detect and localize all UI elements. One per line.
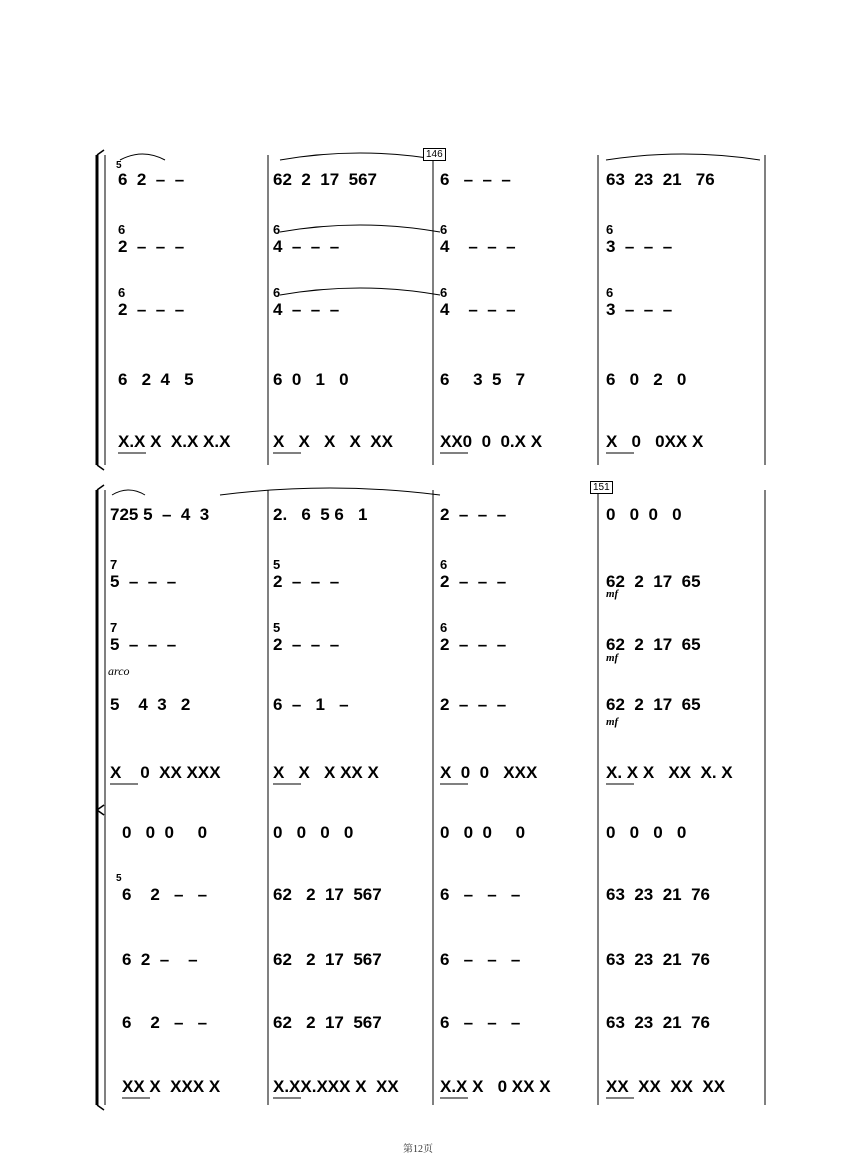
measure-notes: 0 0 0 0 — [606, 823, 687, 842]
measure-notes: 0 0 0 0 — [606, 505, 682, 524]
measure-notes: 5 4 3 2 — [110, 695, 191, 714]
measure-notes: 62 2 17 567 — [273, 885, 382, 904]
measure-notes: 2 – – – — [440, 695, 507, 714]
measure-notes: 5 – – – — [110, 635, 177, 654]
slur — [112, 490, 145, 495]
dynamic-mf: mf — [606, 716, 619, 728]
measure-notes: 0 0 0 0 — [122, 823, 208, 842]
measure-notes: 6 2 – – — [118, 170, 185, 189]
measure-notes: X.XX.XXX X XX — [273, 1077, 399, 1096]
fraction-mark: 5 — [116, 160, 122, 171]
upper-number: 7 — [110, 557, 118, 572]
measure-notes: 62 2 17 567 — [273, 950, 382, 969]
measure-notes: 2 – – – — [440, 635, 507, 654]
measure-notes: X. X X XX X. X — [606, 763, 733, 782]
measure-notes: X.X X X.X X.X — [118, 432, 231, 451]
upper-number: 6 — [440, 285, 448, 300]
upper-number: 5 — [273, 620, 281, 635]
upper-number: 6 — [440, 557, 448, 572]
measure-notes: 6 0 1 0 — [273, 370, 349, 389]
measure-notes: 2. 6 5 6 1 — [273, 505, 368, 524]
measure-notes: 2 – – – — [440, 572, 507, 591]
tie — [280, 288, 440, 295]
rehearsal-mark: 151 — [590, 481, 613, 494]
bracket-hook-top — [97, 485, 104, 490]
measure-notes: 6 2 4 5 — [118, 370, 194, 389]
bracket-hook-bottom — [97, 465, 104, 470]
page-number: 第12页 — [403, 1144, 433, 1155]
upper-number: 6 — [606, 285, 614, 300]
measure-notes: 3 – – – — [606, 300, 673, 319]
measure-notes: 6 3 5 7 — [440, 370, 526, 389]
measure-notes: 2 – – – — [273, 635, 340, 654]
measure-notes: X 0 0 XXX — [440, 763, 538, 782]
measure-notes: 6 2 – – — [122, 885, 208, 904]
measure-notes: 3 – – – — [606, 237, 673, 256]
measure-notes: 6 – – – — [440, 885, 521, 904]
upper-number: 6 — [440, 222, 448, 237]
measure-notes: 4 – – – — [440, 237, 516, 256]
measure-notes: 63 23 21 76 — [606, 950, 710, 969]
upper-number: 6 — [118, 222, 126, 237]
measure-notes: 2 – – – — [440, 505, 507, 524]
slur — [606, 154, 760, 160]
dynamic-mf: mf — [606, 588, 619, 600]
measure-notes: 63 23 21 76 — [606, 170, 715, 189]
upper-number: 6 — [273, 285, 281, 300]
measure-notes: 6 0 2 0 — [606, 370, 687, 389]
measure-notes: 725 5 – 4 3 — [110, 505, 210, 524]
upper-number: 6 — [118, 285, 126, 300]
measure-notes: 4 – – – — [273, 300, 340, 319]
measure-notes: 2 – – – — [118, 237, 185, 256]
measure-notes: XX X XXX X — [122, 1077, 221, 1096]
dynamic-mf: mf — [606, 652, 619, 664]
upper-number: 6 — [273, 222, 281, 237]
rehearsal-mark: 146 — [423, 148, 446, 161]
measure-notes: 63 23 21 76 — [606, 1013, 710, 1032]
measure-notes: 6 2 – – — [122, 1013, 208, 1032]
measure-notes: 62 2 17 65 — [606, 635, 701, 654]
slur — [280, 153, 440, 160]
measure-notes: 6 – 1 – — [273, 695, 349, 714]
slur — [120, 154, 165, 160]
measure-notes: 62 2 17 65 — [606, 695, 701, 714]
measure-notes: X X X XX X — [273, 763, 379, 782]
measure-notes: X X X X XX — [273, 432, 393, 451]
measure-notes: 2 – – – — [118, 300, 185, 319]
measure-notes: 6 – – – — [440, 1013, 521, 1032]
arco-marking: arco — [108, 664, 130, 678]
upper-number: 6 — [440, 620, 448, 635]
measure-notes: XX XX XX XX — [606, 1077, 726, 1096]
bracket-hook-bottom — [97, 1105, 104, 1110]
slur — [220, 488, 440, 495]
measure-notes: 62 2 17 567 — [273, 1013, 382, 1032]
measure-notes: 63 23 21 76 — [606, 885, 710, 904]
upper-number: 6 — [606, 222, 614, 237]
measure-notes: 0 0 0 0 — [440, 823, 526, 842]
measure-notes: 4 – – – — [440, 300, 516, 319]
measure-notes: 6 – – – — [440, 170, 511, 189]
measure-notes: 6 – – – — [440, 950, 521, 969]
measure-notes: X 0 XX XXX — [110, 763, 221, 782]
measure-notes: 6 2 – – — [122, 950, 198, 969]
measure-notes: 62 2 17 567 — [273, 170, 377, 189]
measure-notes: 2 – – – — [273, 572, 340, 591]
upper-number: 7 — [110, 620, 118, 635]
measure-notes: X.X X 0 XX X — [440, 1077, 551, 1096]
measure-notes: 4 – – – — [273, 237, 340, 256]
measure-notes: 0 0 0 0 — [273, 823, 354, 842]
measure-notes: XX0 0 0.X X — [440, 432, 543, 451]
upper-number: 5 — [273, 557, 281, 572]
measure-notes: X 0 0XX X — [606, 432, 704, 451]
measure-notes: 5 – – – — [110, 572, 177, 591]
fraction-mark: 5 — [116, 873, 122, 884]
bracket-hook-top — [97, 150, 104, 155]
measure-notes: 62 2 17 65 — [606, 572, 701, 591]
tie — [280, 225, 440, 232]
